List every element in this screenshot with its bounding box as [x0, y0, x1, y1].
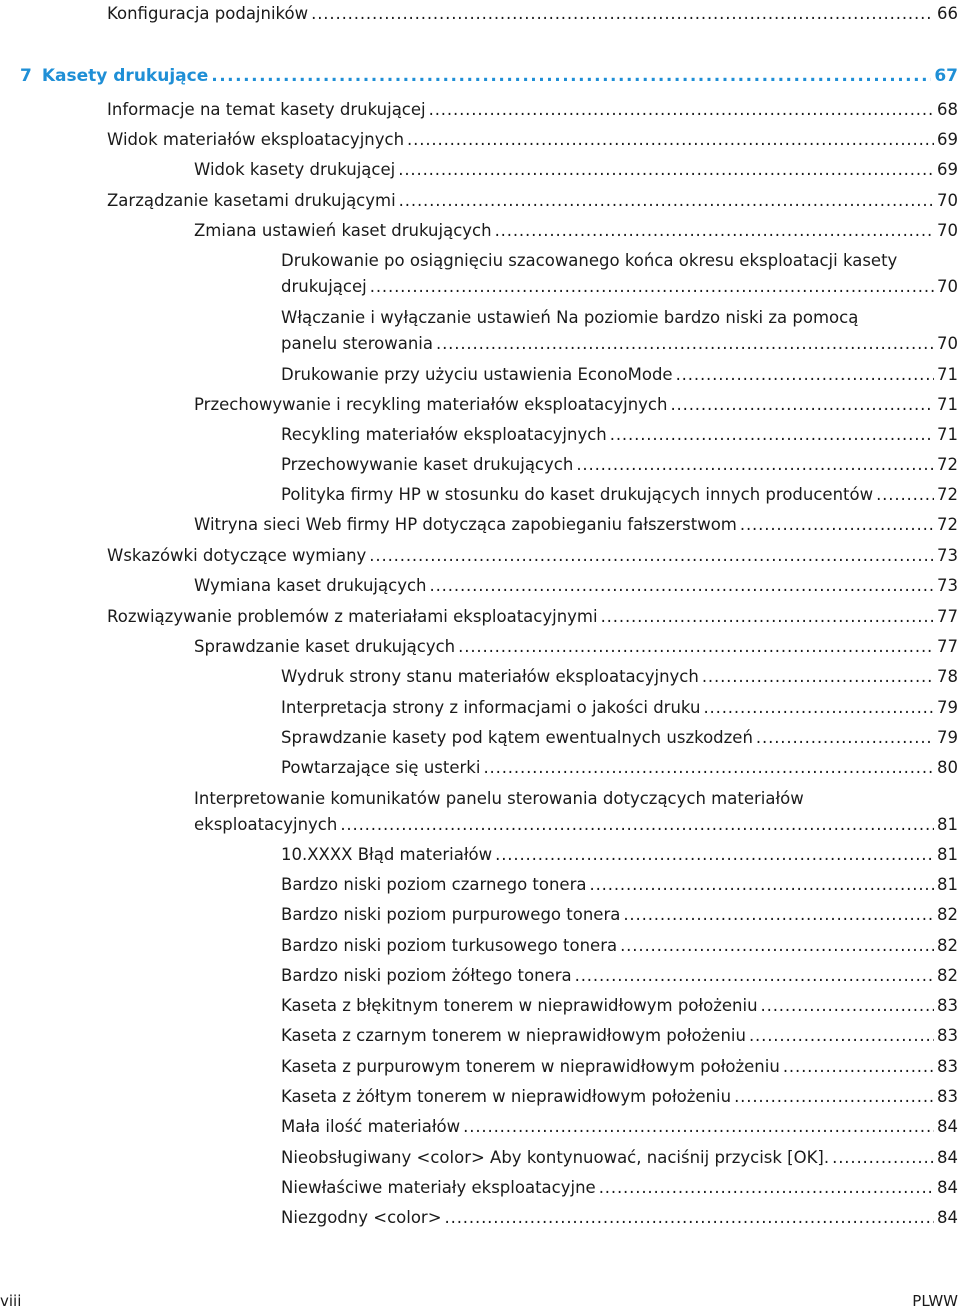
toc-page-number: 84: [937, 1178, 958, 1197]
dot-leader: [876, 482, 934, 508]
toc-page-number: 73: [937, 546, 958, 565]
toc-entry[interactable]: [107, 97, 958, 123]
toc-entry-title: Przechowywanie i recykling materiałów eksploatacyjnych: [194, 395, 668, 414]
toc-entry[interactable]: [107, 1, 958, 27]
toc-entry-title: Włączanie i wyłączanie ustawień Na poziomie bardzo niski za pomocą: [281, 308, 859, 327]
toc-entry-title: Witryna sieci Web firmy HP dotycząca zapobieganiu fałszerstwom: [194, 515, 737, 534]
toc-page-number: 67: [934, 66, 958, 86]
dot-leader: [601, 604, 934, 630]
toc-entry[interactable]: [194, 512, 958, 538]
toc-entry[interactable]: [194, 218, 958, 244]
toc-page-number: 82: [937, 905, 958, 924]
toc-chapter-entry[interactable]: [20, 63, 958, 89]
dot-leader: [756, 725, 934, 751]
toc-page-number: 83: [937, 1026, 958, 1045]
toc-entry-title: Kaseta z żółtym tonerem w nieprawidłowym położeniu: [281, 1087, 732, 1106]
dot-leader: [463, 1114, 934, 1140]
toc-page-number: 72: [937, 485, 958, 504]
toc-entry[interactable]: [281, 305, 958, 357]
toc-page-number: 72: [937, 515, 958, 534]
toc-entry-title: Widok kasety drukującej: [194, 160, 396, 179]
toc-entry[interactable]: [107, 543, 958, 569]
dot-leader: [483, 755, 934, 781]
dot-leader: [749, 1023, 934, 1049]
footer-page-number: viii: [0, 1292, 22, 1310]
toc-entry-title: Wydruk strony stanu materiałów eksploatacyjnych: [281, 667, 699, 686]
toc-entry[interactable]: [281, 452, 958, 478]
toc-entry[interactable]: [194, 786, 958, 838]
toc-page-number: 66: [937, 4, 958, 23]
toc-entry[interactable]: [281, 664, 958, 690]
toc-entry-title: Kaseta z purpurowym tonerem w nieprawidłowym położeniu: [281, 1057, 780, 1076]
toc-entry-title: Polityka firmy HP w stosunku do kaset drukujących innych producentów: [281, 485, 874, 504]
toc-page-number: 73: [937, 576, 958, 595]
toc-entry-title: Drukowanie po osiągnięciu szacowanego końca okresu eksploatacji kasety: [281, 251, 898, 270]
toc-entry-title: Zarządzanie kasetami drukującymi: [107, 191, 396, 210]
toc-entry[interactable]: [281, 842, 958, 868]
dot-leader: [832, 1145, 934, 1171]
dot-leader: [734, 1084, 934, 1110]
dot-leader: [398, 157, 934, 183]
toc-entry-title: Interpretacja strony z informacjami o jakości druku: [281, 698, 701, 717]
dot-leader: [407, 127, 934, 153]
toc-entry-title: Bardzo niski poziom turkusowego tonera: [281, 936, 618, 955]
dot-leader: [445, 1205, 934, 1231]
toc-entry-title: Kaseta z czarnym tonerem w nieprawidłowym położeniu: [281, 1026, 746, 1045]
toc-page-number: 71: [937, 365, 958, 384]
toc-entry[interactable]: [281, 933, 958, 959]
dot-leader: [429, 97, 934, 123]
toc-entry-title: Kaseta z błękitnym tonerem w nieprawidłowym położeniu: [281, 996, 758, 1015]
chapter-number: 7: [20, 66, 32, 86]
toc-page-number: 84: [937, 1208, 958, 1227]
dot-leader: [702, 664, 934, 690]
toc-page-number: 83: [937, 1087, 958, 1106]
dot-leader: [340, 812, 934, 838]
toc-entry[interactable]: [194, 392, 958, 418]
dot-leader: [369, 543, 934, 569]
toc-entry-title-continued: eksploatacyjnych: [194, 815, 338, 834]
toc-page-number: 77: [937, 637, 958, 656]
toc-page-number: 69: [937, 160, 958, 179]
toc-entry[interactable]: [281, 725, 958, 751]
toc-entry[interactable]: [281, 902, 958, 928]
dot-leader: [599, 1175, 934, 1201]
toc-entry-title: Widok materiałów eksploatacyjnych: [107, 130, 405, 149]
toc-entry[interactable]: [281, 872, 958, 898]
toc-page-number: 78: [937, 667, 958, 686]
toc-entry[interactable]: [281, 248, 958, 300]
toc-entry-title: Rozwiązywanie problemów z materiałami eksploatacyjnymi: [107, 607, 598, 626]
toc-entry[interactable]: [107, 604, 958, 630]
toc-entry-title: Mała ilość materiałów: [281, 1117, 461, 1136]
toc-entry-title: Zmiana ustawień kaset drukujących: [194, 221, 492, 240]
toc-page-number: 72: [937, 455, 958, 474]
toc-page-number: 84: [937, 1148, 958, 1167]
toc-entry-title: Informacje na temat kasety drukującej: [107, 100, 426, 119]
toc-page-number: 71: [937, 425, 958, 444]
footer-document-code: PLWW: [912, 1292, 958, 1310]
dot-leader: [740, 512, 934, 538]
dot-leader: [761, 993, 934, 1019]
dot-leader: [623, 902, 934, 928]
toc-entry[interactable]: [281, 482, 958, 508]
toc-page-number: 81: [937, 815, 958, 834]
toc-entry-title: Przechowywanie kaset drukujących: [281, 455, 574, 474]
toc-entry[interactable]: [194, 634, 958, 660]
toc-page-number: 70: [937, 221, 958, 240]
dot-leader: [311, 1, 934, 27]
toc-entry[interactable]: [194, 573, 958, 599]
toc-page-number: 82: [937, 936, 958, 955]
toc-entry-title: Bardzo niski poziom żółtego tonera: [281, 966, 572, 985]
toc-page-number: 81: [937, 875, 958, 894]
toc-entry[interactable]: [281, 422, 958, 448]
toc-entry[interactable]: [281, 1175, 958, 1201]
dot-leader: [399, 188, 934, 214]
toc-entry-title: Sprawdzanie kasety pod kątem ewentualnych uszkodzeń: [281, 728, 753, 747]
dot-leader: [610, 422, 934, 448]
toc-page-number: 80: [937, 758, 958, 777]
toc-page-number: 79: [937, 698, 958, 717]
dot-leader: [575, 963, 934, 989]
toc-entry-title: Sprawdzanie kaset drukujących: [194, 637, 456, 656]
toc-entry-title: 10.XXXX Błąd materiałów: [281, 845, 493, 864]
toc-entry-title: Drukowanie przy użyciu ustawienia EconoMode: [281, 365, 673, 384]
toc-entry-title: Niewłaściwe materiały eksploatacyjne: [281, 1178, 596, 1197]
toc-page-number: 70: [937, 277, 958, 296]
toc-page-number: 83: [937, 1057, 958, 1076]
toc-page-number: 83: [937, 996, 958, 1015]
toc-entry-title: Kasety drukujące: [41, 66, 209, 86]
toc-entry-title: Recykling materiałów eksploatacyjnych: [281, 425, 607, 444]
toc-page-number: 79: [937, 728, 958, 747]
dot-leader: [211, 63, 931, 89]
toc-entry-title: Bardzo niski poziom czarnego tonera: [281, 875, 587, 894]
dot-leader: [495, 842, 934, 868]
toc-entry-title: Konfiguracja podajników: [107, 4, 309, 23]
dot-leader: [589, 872, 934, 898]
dot-leader: [576, 452, 934, 478]
toc-entry-title-continued: drukującej: [281, 277, 367, 296]
toc-page-number: 70: [937, 191, 958, 210]
toc-entry[interactable]: [107, 188, 958, 214]
toc-page-number: 77: [937, 607, 958, 626]
toc-entry[interactable]: [281, 1205, 958, 1231]
dot-leader: [458, 634, 934, 660]
toc-entry-title: Niezgodny <color>: [281, 1208, 442, 1227]
toc-entry-title: Wskazówki dotyczące wymiany: [107, 546, 367, 565]
dot-leader: [436, 331, 934, 357]
toc-page-number: 71: [937, 395, 958, 414]
toc-entry-title: Wymiana kaset drukujących: [194, 576, 427, 595]
dot-leader: [676, 362, 934, 388]
toc-page-number: 81: [937, 845, 958, 864]
toc-entry[interactable]: [281, 755, 958, 781]
toc-entry-title: Interpretowanie komunikatów panelu sterowania dotyczących materiałów: [194, 789, 804, 808]
toc-entry[interactable]: [107, 127, 958, 153]
toc-entry[interactable]: [281, 1023, 958, 1049]
toc-page-number: 69: [937, 130, 958, 149]
dot-leader: [370, 274, 934, 300]
dot-leader: [783, 1054, 934, 1080]
dot-leader: [670, 392, 934, 418]
toc-entry-title-continued: panelu sterowania: [281, 334, 433, 353]
toc-entry-title: Nieobsługiwany <color> Aby kontynuować, naciśnij przycisk [OK].: [281, 1148, 830, 1167]
toc-entry[interactable]: [281, 1084, 958, 1110]
dot-leader: [430, 573, 935, 599]
toc-entry[interactable]: [194, 157, 958, 183]
toc-entry-title: Powtarzające się usterki: [281, 758, 481, 777]
toc-entry[interactable]: [281, 993, 958, 1019]
toc-entry[interactable]: [281, 362, 958, 388]
toc-page-number: 82: [937, 966, 958, 985]
toc-page-number: 84: [937, 1117, 958, 1136]
dot-leader: [703, 695, 934, 721]
toc-entry[interactable]: [281, 963, 958, 989]
toc-entry[interactable]: [281, 1114, 958, 1140]
toc-entry[interactable]: [281, 1145, 958, 1171]
toc-entry-title: Bardzo niski poziom purpurowego tonera: [281, 905, 621, 924]
toc-page-number: 68: [937, 100, 958, 119]
dot-leader: [495, 218, 934, 244]
toc-page-number: 70: [937, 334, 958, 353]
toc-entry[interactable]: [281, 695, 958, 721]
dot-leader: [620, 933, 934, 959]
toc-entry[interactable]: [281, 1054, 958, 1080]
